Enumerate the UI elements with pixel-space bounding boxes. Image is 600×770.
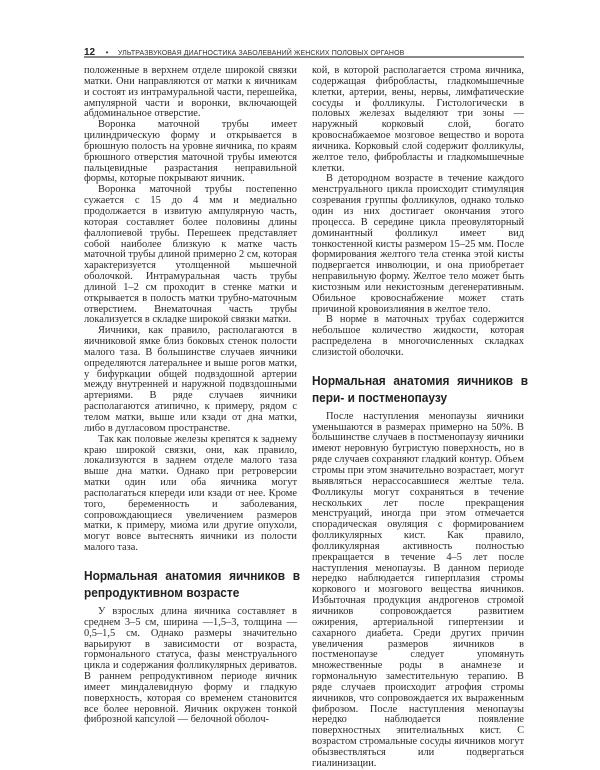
running-title: УЛЬТРАЗВУКОВАЯ ДИАГНОСТИКА ЗАБОЛЕВАНИЙ ЖЕНСКИХ ПОЛОВЫХ ОРГАНОВ	[117, 50, 405, 57]
paragraph: После наступления менопаузы яичники уменьшаются в размерах примерно на 50%. В большинстве случаев в постменопаузу яичники имеют неровную бугристую поверхность, но в ряде случаев сохраняют гладкий контур. Объем стромы при этом значительно возрастает, могут выявляться нерассосавшиеся желтые тела. Фолликулы могут сохраняться в течение нескольких лет после прекращения менструаций, иногда при этом отмечается спорадическая овуляция с формированием фолликулярных кист. Как правило, фолликулярная активность полностью прекращается в течение 4–5 лет после наступления менопаузы. В данном периоде нередко наблюдается гиперплазия стромы коркового и мозгового вещества яичников. Избыточная продукция андрогенов стромой яичников сопровождается развитием ожирения, артериальной гипертензии и сахарного диабета. Среди других причин увеличения размеров яичников в постменопаузе следует упомянуть множественные роды в анамнезе и гормональную заместительную терапию. В ряде случаев происходит атрофия стромы яичников, что сопровождается их выраженным фиброзом. После наступления менопаузы нередко наблюдается появление поверхностных эпителиальных кист. С возрастом стромальные сосуды яичников могут обызвествляться или подвергаться гиалинизации.	[312, 410, 524, 769]
section-heading-menopause: Нормальная анатомия яичников в пери- и постменопаузу	[312, 372, 528, 405]
paragraph: Воронка маточной трубы имеет цилиндрическую форму и открывается в брюшную полость на уровне яичника, по краям брюшного отверстия маточной трубы имеются пальцевидные разрастания неправильной формы, которые покрывают яичник.	[84, 119, 297, 185]
paragraph: Яичники, как правило, располагаются в яичниковой ямке близ боковых стенок полости малого таза. В большинстве случаев яичники определяются латеральнее и выше рогов матки, у бифуркации общей подвздошной артерии между внутренней и наружной подвздошными артериями. В ряде случаев яичники располагаются атипично, к примеру, рядом с телом матки, выше или кзади от дна матки, либо в дугласовом пространстве.	[84, 325, 297, 434]
page-header	[84, 42, 524, 58]
right-column	[312, 65, 528, 770]
paragraph: положенные в верхнем отделе широкой связки матки. Они направляются от матки к яичникам и состоят из интрамуральной части, перешейка, ампулярной части и воронки, включающей абдоминальное отверстие.	[84, 65, 297, 120]
bullet-separator: •	[105, 48, 109, 57]
paragraph: Воронка маточной трубы постепенно сужается с 15 до 4 мм и медиально продолжается в извитую ампулярную часть, которая составляет более половины длины фаллопиевой трубы. Перешеек представляет собой наиболее близкую к матке часть маточной трубы длиной примерно 2 см, которая характеризуется утолщенной мышечной оболочкой. Интрамуральная часть трубы длиной 1–2 см проходит в стенке матки и открывается в полость матки трубно-маточным отверстием. Внематочная часть трубы локализуется в складке широкой связки матки.	[84, 184, 297, 326]
paragraph: кой, в которой располагается строма яичника, содержащая фибробласты, гладкомышечные клетки, артерии, вены, нервы, лимфатические сосуды и фолликулы. Гистологически в половых железах выделяют три зоны — наружный корковый слой, богато кровоснабжаемое мозговое вещество и ворота яичника. Корковый слой содержит фолликулы, желтое тело, фибробласты и гладкомышечные клетки.	[312, 65, 524, 174]
left-column	[84, 65, 300, 726]
paragraph: В детородном возрасте в течение каждого менструального цикла происходит стимуляция созревания группы фолликулов, однако только один из них достигает окончания этого процесса. В середине цикла преовуляторный доминантный фолликул имеет вид тонкостенной кисты размером 15–25 мм. После формирования желтого тела стенка этой кисты подвергается инволюции, и она приобретает неправильную форму. Желтое тело может быть кистозным или некистозным дегенеративным. Обильное кровоснабжение может стать причиной кровоизлияния в желтое тело.	[312, 173, 524, 315]
page-number: 12	[84, 47, 96, 58]
paragraph: В норме в маточных трубах содержится небольшое количество жидкости, которая распределена в многочисленных складках слизистой оболочки.	[312, 314, 524, 358]
section-heading-reproductive: Нормальная анатомия яичников в репродуктивном возрасте	[84, 567, 300, 600]
paragraph: У взрослых длина яичника составляет в среднем 3–5 см, ширина —1,5–3, толщина — 0,5–1,5 см. Однако размеры значительно варьируют в зависимости от возраста, гормонального статуса, фазы менструального цикла и содержания фолликулярных дериватов. В раннем репродуктивном периоде яичник имеет миндалевидную форму и гладкую поверхность, которая со временем становится все более неровной. Яичник окружен тонкой фиброзной капсулой — белочной оболоч-	[84, 605, 297, 726]
paragraph: Так как половые железы крепятся к заднему краю широкой связки, они, как правило, локализуются в заднем отделе малого таза выше дна матки. Однако при ретроверсии матки один или оба яичника могут располагаться кпереди или кзади от нее. Кроме того, беременность и заболевания, сопровождающиеся увеличением размеров матки, к примеру, миома или другие опухоли, могут вовсе вытеснять яичники из полости малого таза.	[84, 433, 297, 554]
